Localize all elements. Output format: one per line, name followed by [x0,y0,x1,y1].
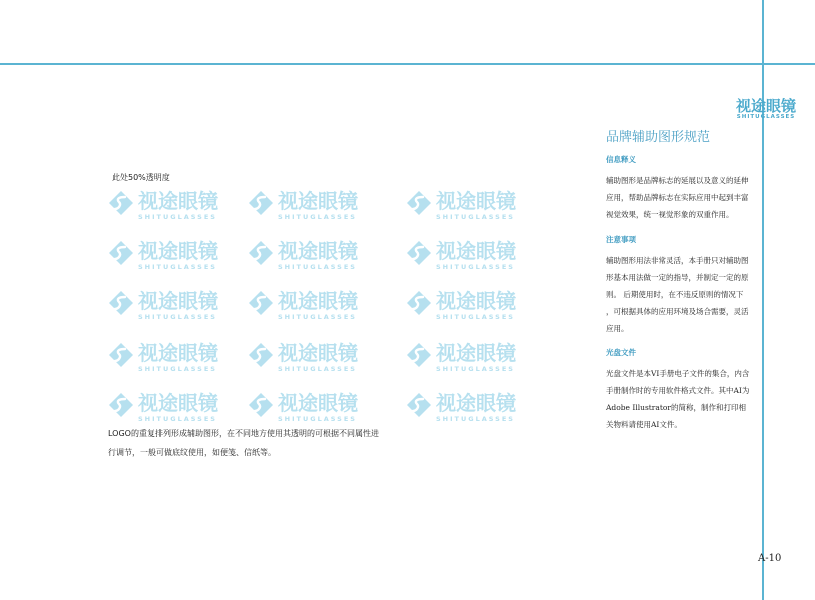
pattern-logo-text-cn: 视途眼镜 [138,391,218,415]
pattern-logo-text-cn: 视途眼镜 [436,289,516,313]
auxiliary-pattern [108,188,516,423]
logo-mark-icon [248,190,274,216]
pattern-logo-tile [406,238,526,274]
info-line: 辅助图形是品牌标志的延展以及意义的延伸 [606,176,749,185]
info-block-meaning [606,154,756,223]
logo-mark-icon [248,240,274,266]
info-heading: 注意事项 [606,235,636,244]
pattern-logo-text-cn: 视途眼镜 [278,341,358,365]
pattern-logo-text-en: SHITUGLASSES [278,213,357,221]
pattern-logo-text-en: SHITUGLASSES [138,213,217,221]
info-heading: 光盘文件 [606,348,636,357]
pattern-logo-text-cn: 视途眼镜 [138,239,218,263]
pattern-logo-text-cn: 视途眼镜 [278,391,358,415]
info-block-disc-files [606,347,756,433]
logo-mark-icon [108,290,134,316]
pattern-logo-text-en: SHITUGLASSES [278,415,357,423]
brand-logo [732,98,800,121]
info-paragraph [606,172,756,223]
pattern-logo-text-cn: 视途眼镜 [436,391,516,415]
info-line: 辅助图形用法非常灵活，本手册只对辅助图 [606,256,749,265]
pattern-logo-text-en: SHITUGLASSES [436,415,515,423]
pattern-logo-text-en: SHITUGLASSES [138,263,217,271]
info-line: 关物料请使用AI文件。 [606,420,682,429]
pattern-logo-tile [406,390,526,426]
right-rule [762,0,764,600]
logo-mark-icon [248,342,274,368]
info-line: 手册制作时的专用软件格式文件。其中AI为 [606,386,750,395]
pattern-logo-text-en: SHITUGLASSES [138,415,217,423]
brand-name-cn: 视途眼镜 [735,97,796,115]
pattern-logo-tile [248,188,368,224]
info-line: 形基本用法做一定的指导，并制定一定的原 [606,273,749,282]
logo-mark-icon [248,290,274,316]
logo-mark-icon [406,290,432,316]
pattern-logo-tile [108,340,228,376]
pattern-logo-text-cn: 视途眼镜 [278,239,358,263]
logo-mark-icon [406,392,432,418]
pattern-logo-tile [108,390,228,426]
info-line: 光盘文件是本VI手册电子文件的集合，内含 [606,369,750,378]
info-line: 应用，帮助品牌标志在实际应用中起到丰富 [606,193,749,202]
info-paragraph [606,252,756,337]
pattern-logo-tile [406,188,526,224]
info-paragraph [606,365,756,433]
pattern-logo-text-cn: 视途眼镜 [436,341,516,365]
logo-mark-icon [406,240,432,266]
pattern-description [108,424,538,462]
opacity-caption: 此处50%透明度 [112,173,170,182]
info-line: 则。 后期使用时，在不违反原则的情况下 [606,290,744,299]
pattern-logo-text-cn: 视途眼镜 [138,189,218,213]
pattern-logo-text-en: SHITUGLASSES [278,263,357,271]
pattern-logo-text-cn: 视途眼镜 [278,289,358,313]
pattern-logo-text-en: SHITUGLASSES [138,365,217,373]
info-line: Adobe Illustrator的简称，制作和打印相 [606,403,746,412]
info-heading: 信息释义 [606,155,636,164]
pattern-logo-tile [248,340,368,376]
pattern-logo-tile [248,390,368,426]
top-rule [0,63,815,65]
pattern-logo-text-en: SHITUGLASSES [436,365,515,373]
pattern-logo-text-cn: 视途眼镜 [138,341,218,365]
logo-mark-icon [406,190,432,216]
logo-mark-icon [108,240,134,266]
pattern-logo-tile [406,340,526,376]
pattern-logo-text-en: SHITUGLASSES [436,313,515,321]
info-line: 应用。 [606,324,629,333]
logo-mark-icon [108,342,134,368]
pattern-logo-tile [248,238,368,274]
logo-mark-icon [248,392,274,418]
pattern-logo-tile [108,288,228,324]
logo-mark-icon [406,342,432,368]
description-line: LOGO的重复排列形成辅助图形，在不同地方使用其透明的可根据不同属性进 [108,429,379,438]
info-line: 视觉效果，统一视觉形象的双重作用。 [606,210,734,219]
page-number: A-10 [758,553,782,564]
pattern-logo-text-en: SHITUGLASSES [278,365,357,373]
info-line: ，可根据具体的应用环境及场合需要，灵活 [606,307,749,316]
logo-mark-icon [108,190,134,216]
pattern-logo-tile [108,238,228,274]
pattern-logo-text-en: SHITUGLASSES [278,313,357,321]
pattern-logo-tile [248,288,368,324]
pattern-logo-text-en: SHITUGLASSES [436,263,515,271]
pattern-logo-text-en: SHITUGLASSES [436,213,515,221]
pattern-logo-text-cn: 视途眼镜 [436,239,516,263]
logo-mark-icon [108,392,134,418]
pattern-logo-text-en: SHITUGLASSES [138,313,217,321]
section-title: 品牌辅助图形规范 [606,130,711,145]
brand-name-en: SHITUGLASSES [736,114,796,120]
description-line: 行调节，一般可做底纹使用，如便笺、信纸等。 [108,448,276,457]
pattern-logo-text-cn: 视途眼镜 [138,289,218,313]
pattern-logo-text-cn: 视途眼镜 [436,189,516,213]
pattern-logo-tile [108,188,228,224]
pattern-logo-text-cn: 视途眼镜 [278,189,358,213]
info-block-notes [606,234,756,337]
pattern-logo-tile [406,288,526,324]
